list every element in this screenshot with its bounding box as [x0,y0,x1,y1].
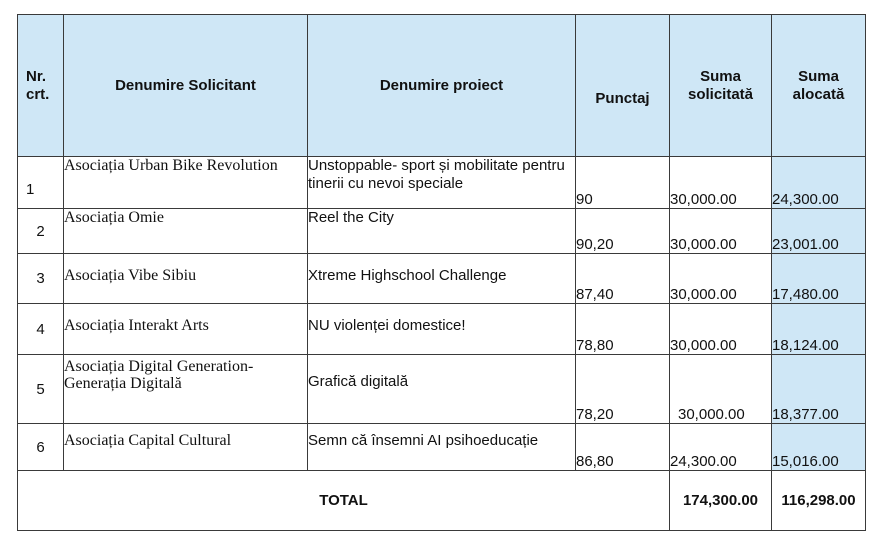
row-nr: 1 [18,157,64,209]
row-score: 87,40 [576,254,670,304]
row-requested: 30,000.00 [670,209,772,254]
total-row [18,471,866,531]
row-applicant: Asociația Digital Generation- Generația Digitală [64,355,308,424]
header-project [308,15,576,157]
row-score: 90,20 [576,209,670,254]
row-nr: 5 [18,355,64,424]
row-requested: 30,000.00 [670,355,772,424]
row-applicant: Asociația Omie [64,209,308,254]
header-applicant [64,15,308,157]
row-requested: 30,000.00 [670,157,772,209]
header-nr [18,15,64,157]
table-row [18,304,866,355]
table-row [18,424,866,471]
row-score: 86,80 [576,424,670,471]
row-score: 90 [576,157,670,209]
row-applicant: Asociația Capital Cultural [64,424,308,471]
header-allocated [772,15,866,157]
total-requested: 174,300.00 [670,471,772,531]
header-row [18,15,866,157]
header-requested-label: Suma solicitată [687,67,754,103]
row-nr: 4 [18,304,64,355]
row-applicant: Asociația Vibe Sibiu [64,254,308,304]
row-allocated: 15,016.00 [772,424,866,471]
row-allocated: 17,480.00 [772,254,866,304]
header-nr-label: Nr. crt. [26,67,50,103]
row-allocated: 18,377.00 [772,355,866,424]
row-requested: 24,300.00 [670,424,772,471]
row-project: Reel the City [308,209,576,254]
table-row [18,254,866,304]
table-row [18,157,866,209]
row-requested: 30,000.00 [670,254,772,304]
table-row [18,355,866,424]
row-allocated: 23,001.00 [772,209,866,254]
row-score: 78,80 [576,304,670,355]
row-allocated: 24,300.00 [772,157,866,209]
row-project: Unstoppable- sport și mobilitate pentru tinerii cu nevoi speciale [308,157,576,209]
row-nr: 3 [18,254,64,304]
header-score-label: Punctaj [595,89,650,107]
row-applicant: Asociația Urban Bike Revolution [64,157,308,209]
total-allocated: 116,298.00 [772,471,866,531]
row-requested: 30,000.00 [670,304,772,355]
row-allocated: 18,124.00 [772,304,866,355]
header-applicant-label: Denumire Solicitant [115,76,256,94]
grants-table [17,14,866,531]
row-applicant: Asociația Interakt Arts [64,304,308,355]
row-nr: 2 [18,209,64,254]
total-label: TOTAL [18,471,670,531]
row-score: 78,20 [576,355,670,424]
row-project: Grafică digitală [308,355,576,424]
row-project: Semn că însemni AI psihoeducație [308,424,576,471]
row-project: Xtreme Highschool Challenge [308,254,576,304]
header-project-label: Denumire proiect [379,76,504,94]
row-nr: 6 [18,424,64,471]
header-allocated-label: Suma alocată [792,67,845,103]
table-row [18,209,866,254]
row-project: NU violenței domestice! [308,304,576,355]
header-requested [670,15,772,157]
header-score [576,15,670,157]
